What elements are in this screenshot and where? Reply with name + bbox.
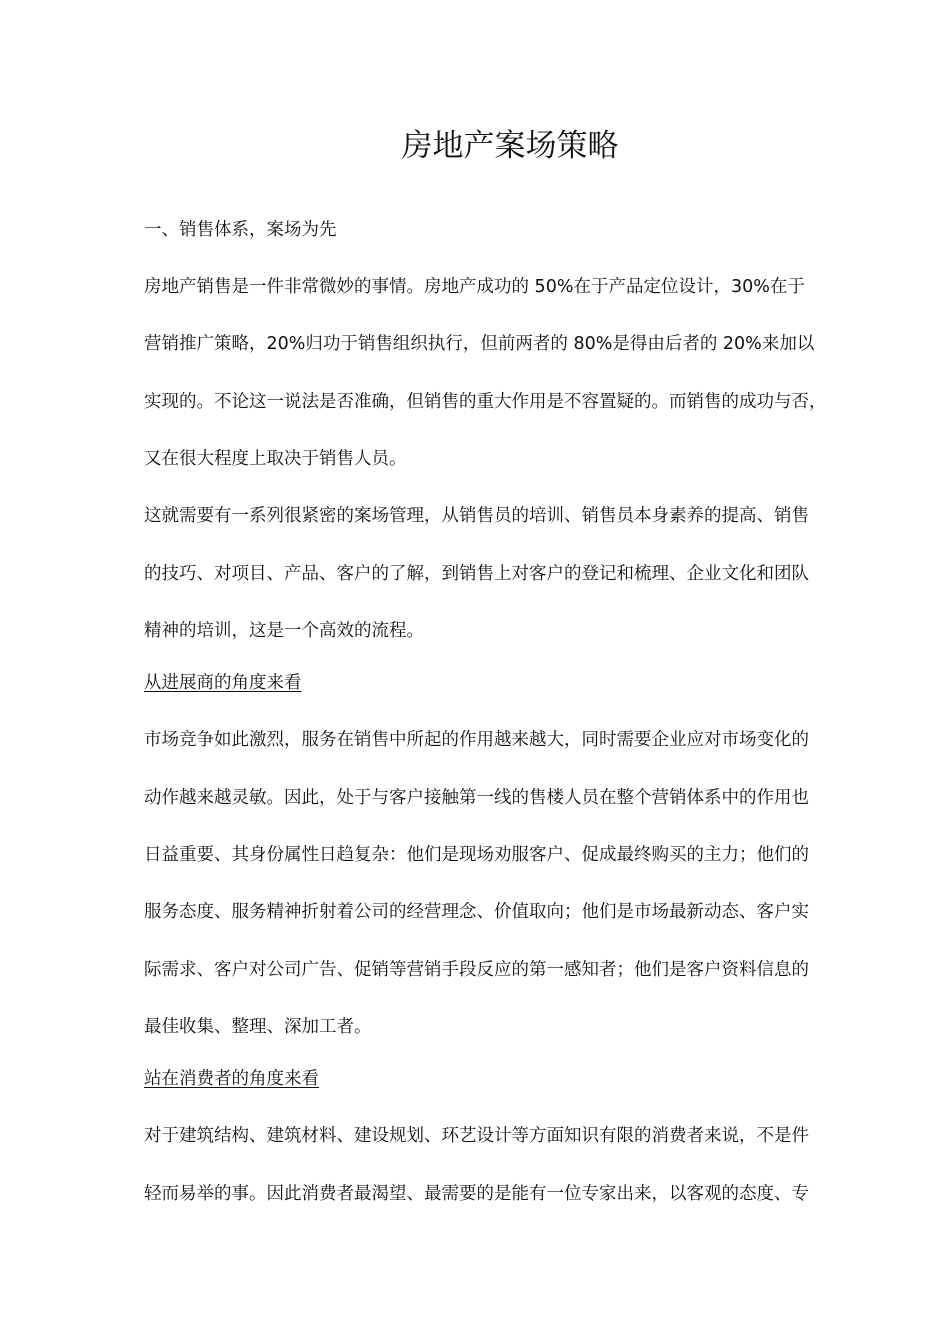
paragraph-line: 的技巧、对项目、产品、客户的了解，到销售上对客户的登记和梳理、企业文化和团队 [144,564,809,584]
paragraph-line: 这就需要有一系列很紧密的案场管理，从销售员的培训、销售员本身素养的提高、销售 [144,506,809,526]
paragraph-line: 轻而易举的事。因此消费者最渴望、最需要的是能有一位专家出来，以客观的态度、专 [144,1184,809,1204]
paragraph-line: 服务态度、服务精神折射着公司的经营理念、价值取向；他们是市场最新动态、客户实 [144,902,809,922]
paragraph-line: 最佳收集、整理、深加工者。 [144,1017,372,1037]
paragraph-line: 房地产销售是一件非常微妙的事情。房地产成功的 50%在于产品定位设计，30%在于 [144,277,805,297]
section-heading: 一、销售体系，案场为先 [144,220,337,240]
subheading-consumer: 站在消费者的角度来看 [144,1069,319,1089]
paragraph-line: 实现的。不论这一说法是否准确，但销售的重大作用是不容置疑的。而销售的成功与否， [144,392,827,412]
paragraph-line: 精神的培训，这是一个高效的流程。 [144,621,424,641]
paragraph-line: 市场竞争如此激烈，服务在销售中所起的作用越来越大，同时需要企业应对市场变化的 [144,730,809,750]
subheading-developer: 从进展商的角度来看 [144,673,302,693]
paragraph-line: 对于建筑结构、建筑材料、建设规划、环艺设计等方面知识有限的消费者来说，不是件 [144,1126,809,1146]
paragraph-line: 日益重要、其身份属性日趋复杂：他们是现场劝服客户、促成最终购买的主力；他们的 [144,845,809,865]
paragraph-line: 际需求、客户对公司广告、促销等营销手段反应的第一感知者；他们是客户资料信息的 [144,960,809,980]
paragraph-line: 营销推广策略，20%归功于销售组织执行，但前两者的 80%是得由后者的 20%来加以 [144,334,815,354]
paragraph-line: 动作越来越灵敏。因此，处于与客户接触第一线的售楼人员在整个营销体系中的作用也 [144,788,809,808]
paragraph-line: 又在很大程度上取决于销售人员。 [144,449,407,469]
document-title: 房地产案场策略 [401,128,619,164]
